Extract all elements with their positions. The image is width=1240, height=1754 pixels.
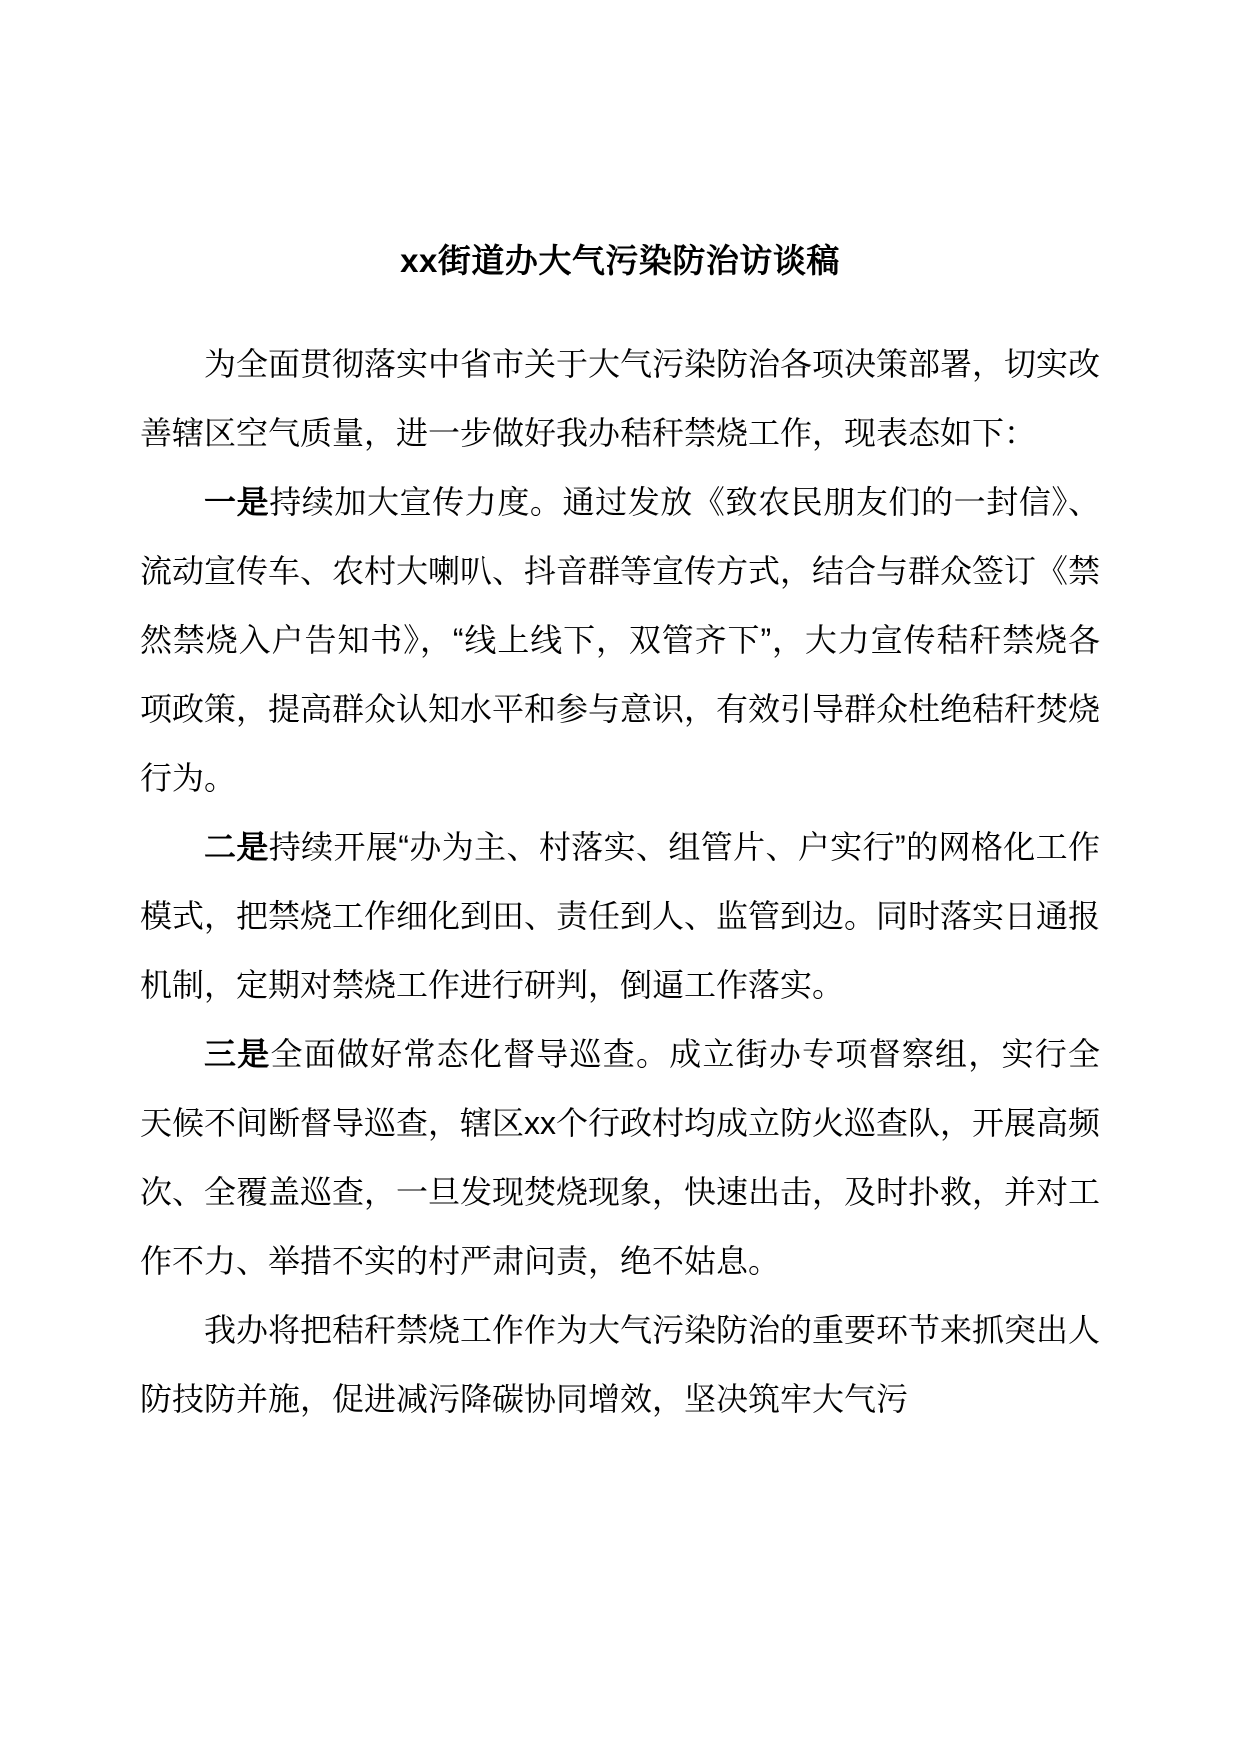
paragraph-text-closing: 我办将把秸秆禁烧工作作为大气污染防治的重要环节来抓突出人防技防并施，促进减污降碳协同增效，坚决筑牢大气污: [140, 1311, 1101, 1417]
paragraph-text-one: 持续加大宣传力度。通过发放《致农民朋友们的一封信》、流动宣传车、农村大喇叭、抖音群等宣传方式，结合与群众签订《禁然禁烧入户告知书》，“线上线下，双管齐下”，大力宣传秸秆禁烧各项政策，提高群众认知水平和参与意识，有效引导群众杜绝秸秆焚烧行为。: [140, 483, 1101, 796]
paragraph-measure-one: [140, 468, 1100, 813]
paragraph-closing: [140, 1296, 1100, 1434]
paragraph-text-two: 持续开展“办为主、村落实、组管片、户实行”的网格化工作模式，把禁烧工作细化到田、责任到人、监管到边。同时落实日通报机制，定期对禁烧工作进行研判，倒逼工作落实。: [140, 828, 1101, 1003]
paragraph-lead-one: 一是: [204, 483, 270, 520]
paragraph-intro: [140, 330, 1100, 468]
paragraph-measure-three: [140, 1020, 1100, 1296]
paragraph-text-three: 全面做好常态化督导巡查。成立街办专项督察组，实行全天候不间断督导巡查，辖区xx个行政村均成立防火巡查队，开展高频次、全覆盖巡查，一旦发现焚烧现象，快速出击，及时扑救，并对工作不力、举措不实的村严肃问责，绝不姑息。: [140, 1035, 1101, 1279]
paragraph-lead-three: 三是: [204, 1035, 271, 1072]
page-title: xx街道办大气污染防治访谈稿: [400, 242, 840, 279]
document-body: [140, 0, 1100, 1434]
paragraph-lead-two: 二是: [204, 828, 269, 865]
paragraph-text-intro: 为全面贯彻落实中省市关于大气污染防治各项决策部署，切实改善辖区空气质量，进一步做好我办秸秆禁烧工作，现表态如下：: [140, 345, 1101, 451]
paragraph-measure-two: [140, 813, 1100, 1020]
